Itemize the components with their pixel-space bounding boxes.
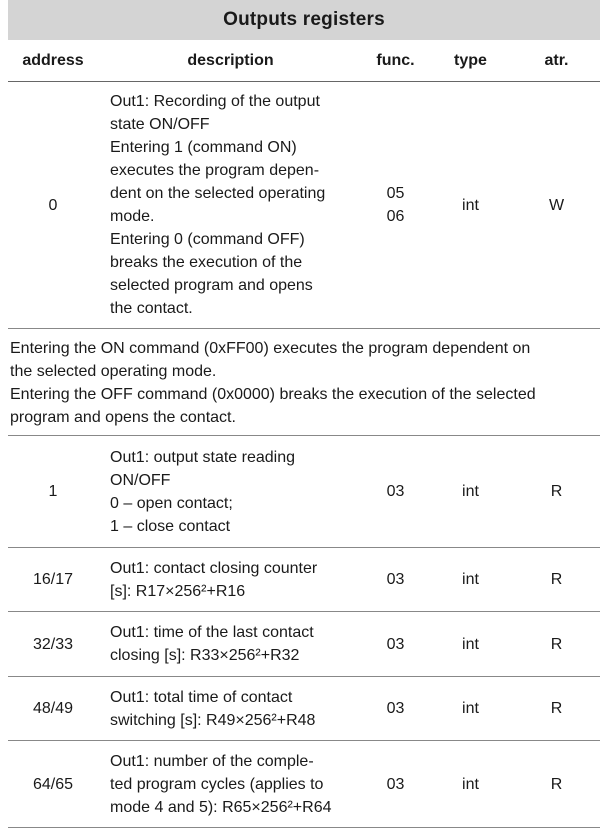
header-atr: atr. [544, 51, 569, 69]
description-line: ted program cycles (applies to [110, 775, 324, 793]
cell-type: int [462, 571, 479, 588]
description-line: Out1: Recording of the output [110, 93, 320, 110]
cell-atr: W [548, 196, 565, 214]
description-line: selected program and opens [110, 277, 313, 294]
cell-atr: R [550, 571, 563, 588]
description-line: closing [s]: R33×256²+R32 [110, 647, 300, 664]
cell-type: int [462, 635, 479, 653]
cell-func: 03 [386, 635, 405, 653]
cell-address: 48/49 [32, 700, 74, 717]
cell-atr: R [550, 700, 563, 717]
note-line: Entering the ON command (0xFF00) executes the program dependent on [10, 340, 531, 357]
cell-func: 03 [386, 571, 405, 588]
description-line: ON/OFF [110, 471, 171, 489]
table-header-row [8, 40, 600, 82]
header-type: type [454, 51, 487, 69]
cell-description [98, 90, 363, 320]
description-line: [s]: R17×256²+R16 [110, 582, 246, 600]
cell-type: int [462, 700, 479, 717]
table-title: Outputs registers [8, 0, 600, 40]
cell-type: int [462, 196, 479, 214]
description-line: Out1: contact closing counter [110, 559, 318, 577]
description-line: Entering 1 (command ON) [110, 139, 297, 156]
cell-description [98, 686, 363, 732]
description-line: Entering 0 (command OFF) [110, 231, 305, 248]
header-func: func. [376, 51, 415, 69]
note-line: program and opens the contact. [10, 409, 236, 426]
cell-address: 0 [48, 196, 58, 214]
cell-description [98, 621, 363, 667]
func-code: 06 [386, 208, 405, 225]
description-line: dent on the selected operating [110, 185, 326, 202]
note-line: the selected operating mode. [10, 363, 217, 380]
description-line: 0 – open contact; [110, 494, 233, 512]
cell-address: 32/33 [32, 635, 74, 653]
cell-type: int [462, 483, 479, 500]
cell-type: int [462, 775, 479, 793]
cell-func: 03 [386, 483, 405, 500]
cell-func: 03 [386, 700, 405, 717]
cell-atr: R [550, 775, 563, 793]
cell-address: 1 [48, 483, 58, 500]
description-line: mode. [110, 208, 155, 225]
cell-address: 64/65 [32, 775, 74, 793]
description-line: breaks the execution of the [110, 254, 303, 271]
cell-func [363, 182, 428, 228]
table-row [8, 82, 600, 329]
description-line: mode 4 and 5): R65×256²+R64 [110, 798, 332, 816]
description-line: Out1: total time of contact [110, 688, 293, 706]
description-line: 1 – close contact [110, 517, 231, 535]
header-address: address [22, 51, 84, 69]
description-line: switching [s]: R49×256²+R48 [110, 711, 316, 729]
note-text [8, 329, 600, 436]
table-row [8, 436, 600, 548]
cell-description [98, 446, 363, 538]
description-line: executes the program depen- [110, 162, 320, 179]
cell-description [98, 750, 363, 819]
cell-description [98, 557, 363, 603]
func-code: 05 [386, 185, 405, 202]
description-line: Out1: output state reading [110, 448, 296, 466]
description-line: Out1: time of the last contact [110, 624, 314, 641]
description-line: state ON/OFF [110, 116, 210, 133]
cell-atr: R [550, 635, 563, 653]
table-row [8, 677, 600, 741]
cell-address: 16/17 [32, 571, 74, 588]
cell-atr: R [550, 483, 563, 500]
table-row [8, 548, 600, 612]
outputs-registers-table [8, 0, 600, 828]
description-line: the contact. [110, 300, 193, 317]
cell-func: 03 [386, 775, 405, 793]
note-line: Entering the OFF command (0x0000) breaks the execution of the selected [10, 386, 536, 403]
table-row [8, 612, 600, 677]
description-line: Out1: number of the comple- [110, 752, 314, 770]
header-description: description [187, 51, 274, 69]
table-row [8, 741, 600, 828]
